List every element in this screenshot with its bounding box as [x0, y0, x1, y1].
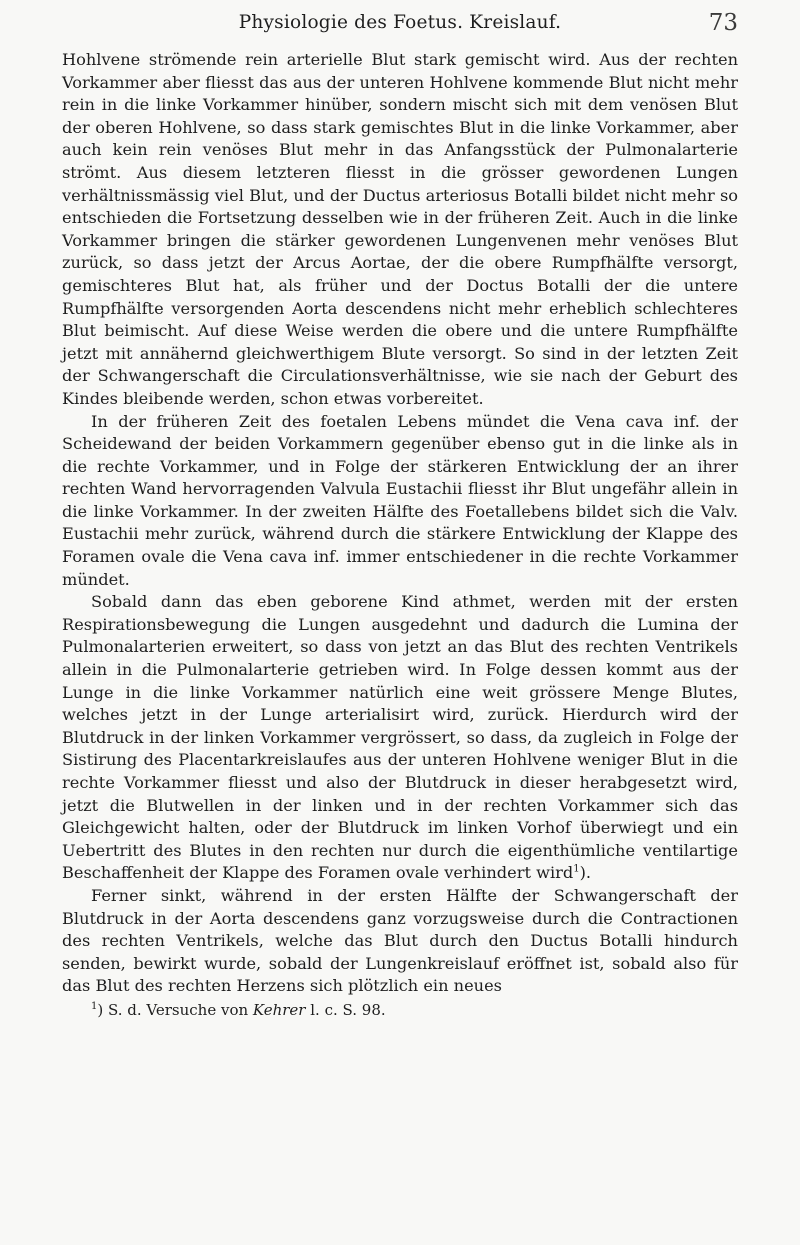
paragraph-1: Hohlvene strömende rein arterielle Blut stark gemischt wird. Aus der rechten Vorkammer aber fliesst das aus der unteren Hohlvene kommende Blut nicht mehr rein in die linke Vorkammer hinüber, sondern mischt sich mit dem venösen Blut der oberen Hohlvene, so dass stark gemischtes Blut in die linke Vorkammer, aber auch kein rein venöses Blut mehr in das Anfangsstück der Pulmonalarterie strömt. Aus diesem letzteren fliesst in die grösser gewordenen Lungen verhältnissmässig viel Blut, und der Ductus arteriosus Botalli bildet nicht mehr so entschieden die Fortsetzung desselben wie in der früheren Zeit. Auch in die linke Vorkammer bringen die stärker gewordenen Lungenvenen mehr venöses Blut zurück, so dass jetzt der Arcus Aortae, der die obere Rumpfhälfte versorgt, gemischteres Blut hat, als früher und der Doctus Botalli der die untere Rumpfhälfte versorgenden Aorta descendens nicht mehr erheblich schlechteres Blut beimischt. Auf diese Weise werden die obere und die untere Rumpfhälfte jetzt mit annähernd gleichwerthigem Blute versorgt. So sind in der letzten Zeit der Schwangerschaft die Circulationsverhältnisse, wie sie nach der Geburt des Kindes bleibende werden, schon etwas vorbereitet. — [62, 50, 738, 408]
footnote-mark: 1 — [91, 1001, 98, 1012]
footnote — [91, 1000, 731, 1020]
footnote-mark-suffix: ) — [97, 1001, 104, 1019]
footnote-text-before: S. d. Versuche von — [103, 1001, 253, 1019]
paragraph-2: In der früheren Zeit des foetalen Lebens mündet die Vena cava inf. der Scheidewand der beiden Vorkammern gegenüber ebenso gut in die linke als in die rechte Vorkammer, und in Folge der stärkeren Entwicklung der an ihrer rechten Wand hervorragenden Valvula Eustachii fliesst ihr Blut ungefähr allein in die linke Vorkammer. In der zweiten Hälfte des Foetallebens bildet sich die Valv. Eustachii mehr zurück, während durch die stärkere Entwicklung der Klappe des Foramen ovale die Vena cava inf. immer entschiedener in die rechte Vorkammer mündet. — [62, 411, 738, 589]
paragraph-4: Ferner sinkt, während in der ersten Hälfte der Schwangerschaft der Blutdruck in der Aorta descendens ganz vorzugsweise durch die Contractionen des rechten Ventrikels, welche das Blut durch den Ductus Botalli hindurch senden, bewirkt wurde, sobald der Lungenkreislauf eröffnet ist, sobald also für das Blut des rechten Herzens sich plötzlich ein neues — [62, 885, 738, 996]
paragraph-3-text: Sobald dann das eben geborene Kind athmet, werden mit der ersten Respirationsbewegung die Lungen ausgedehnt und dadurch die Lumina der Pulmonalarterien erweitert, so dass von jetzt an das Blut des rechten Ventrikels allein in die Pulmonalarterie getrieben wird. In Folge dessen kommt aus der Lunge in die linke Vorkammer natürlich eine weit grössere Menge Blutes, welches jetzt in der Lunge arterialisirt wird, zurück. Hierdurch wird der Blutdruck in der linken Vorkammer vergrössert, so dass, da zugleich in Folge der Sistirung des Placentarkreislaufes aus der unteren Hohlvene weniger Blut in die rechte Vorkammer fliesst und also der Blutdruck in dieser herabgesetzt wird, jetzt die Blutwellen in der linken und in der rechten Vorkammer sich das Gleichgewicht halten, oder der Blutdruck im linken Vorhof überwiegt und ein Uebertritt des Blutes in den rechten nur durch die eigenthümliche ventilartige Beschaffenheit der Klappe des Foramen ovale verhindert wird — [62, 592, 738, 883]
footnote-text-after: l. c. S. 98. — [305, 1001, 386, 1019]
footnote-author: Kehrer — [252, 1001, 306, 1019]
running-head — [62, 10, 738, 40]
paragraph-3 — [62, 591, 738, 885]
running-title: Physiologie des Foetus. Kreislauf. — [238, 12, 562, 33]
body-text — [62, 49, 738, 998]
footnote-reference-suffix: ). — [579, 863, 592, 883]
footnote-reference[interactable]: 1 — [573, 863, 580, 875]
page-number: 73 — [708, 10, 738, 36]
